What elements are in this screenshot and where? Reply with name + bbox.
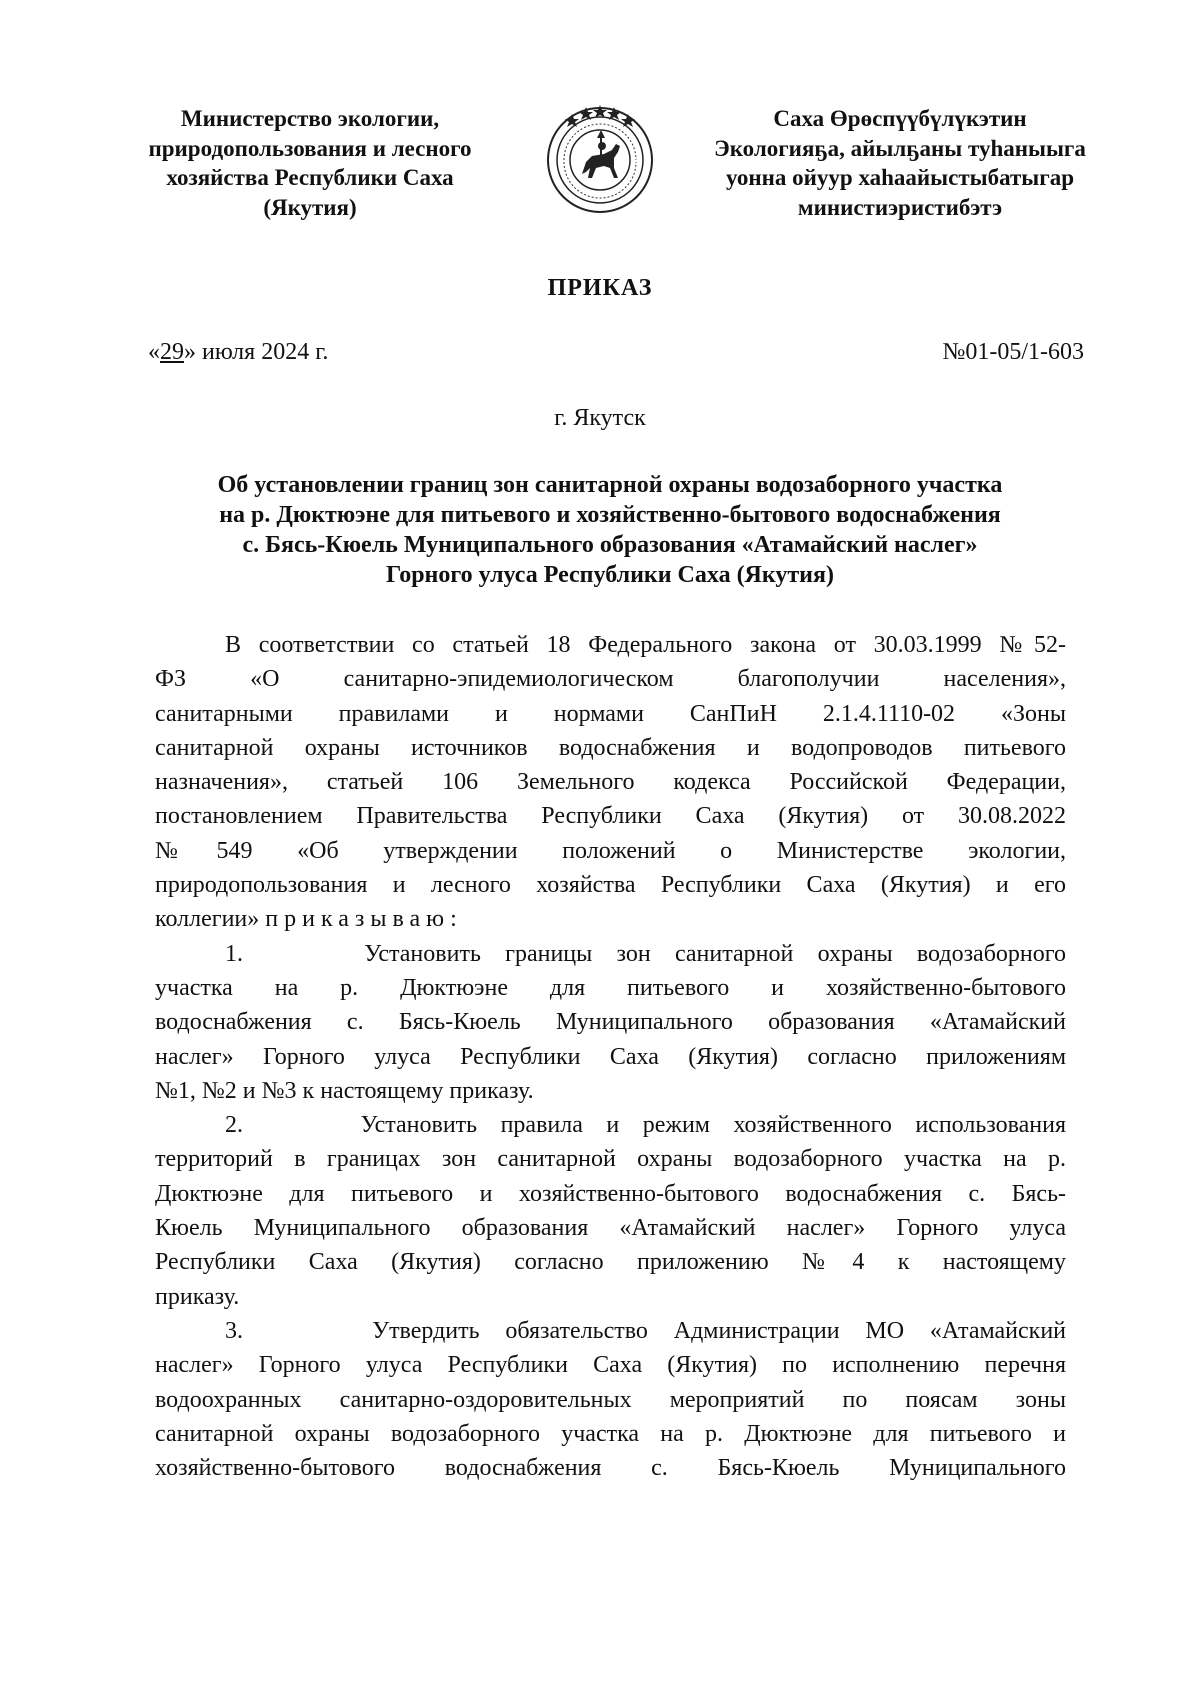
title-line: Горного улуса Республики Саха (Якутия) [386, 562, 834, 588]
preamble-line: назначения», статьей 106 Земельного кодекса Российской Федерации, [155, 769, 1066, 796]
item-number: 2. [225, 1112, 243, 1139]
document-title [140, 470, 1080, 590]
item-text: Установить правила и режим хозяйственного использования [360, 1112, 1067, 1139]
list-item-line: санитарной охраны водозаборного участка на р. Дюктюэне для питьевого и [155, 1420, 1066, 1447]
ministry-name-line: Саха Өрөспүүбүлүкэтин [773, 106, 1027, 131]
preamble-line: №549 «Об утверждении положений о Министерстве экологии, [155, 837, 1066, 864]
list-item-line: приказу. [155, 1283, 240, 1310]
order-word: приказываю: [265, 906, 463, 933]
preamble-line: санитарными правилами и нормами СанПиН 2.1.4.1110-02 «Зоны [155, 700, 1066, 727]
ministry-name-line: хозяйства Республики Саха [166, 165, 454, 190]
list-item-line: наслег» Горного улуса Республики Саха (Якутия) согласно приложениям [155, 1043, 1066, 1070]
item-text: Утвердить обязательство Администрации МО «Атамайский [372, 1317, 1067, 1344]
ministry-name-line: Экологияҕа, айылҕаны туһаныыга [714, 135, 1086, 161]
list-item-line: наслег» Горного улуса Республики Саха (Якутия) по исполнению перечня [155, 1352, 1066, 1379]
document-date [148, 339, 328, 366]
ministry-name-line: природопользования и лесного [148, 135, 472, 161]
list-item-first-line [155, 1108, 1066, 1142]
list-item-line: водоснабжения с. Бясь-Кюель Муниципального образования «Атамайский [155, 1009, 1066, 1036]
list-item-first-line [155, 937, 1066, 971]
ministry-name-line: министиэристибэтэ [797, 194, 1003, 220]
ministry-name-sakha [690, 104, 1110, 222]
date-day: 29 [160, 339, 184, 365]
preamble-line: В соответствии со статьей 18 Федерального закона от 30.03.1999 №52- [225, 632, 1066, 658]
document-city: г. Якутск [554, 405, 646, 431]
preamble-line: ФЗ «О санитарно-эпидемиологическом благополучии населения», [155, 666, 1066, 693]
list-item-first-line [155, 1314, 1066, 1348]
date-open: « [148, 339, 160, 365]
ministry-name-line: (Якутия) [263, 194, 357, 220]
date-rest: » июля 2024 г. [184, 339, 329, 365]
preamble-last: коллегии» [155, 906, 260, 933]
preamble-line: природопользования и лесного хозяйства Республики Саха (Якутия) и его [155, 872, 1066, 899]
list-item-line: участка на р. Дюктюэне для питьевого и хозяйственно-бытового [155, 974, 1066, 1001]
list-item-line: территорий в границах зон санитарной охраны водозаборного участка на р. [155, 1146, 1066, 1173]
item-number: 1. [225, 940, 243, 967]
title-line: Об установлении границ зон санитарной охраны водозаборного участка [217, 472, 1003, 498]
list-item-line: Дюктюэне для питьевого и хозяйственно-бытового водоснабжения с. Бясь- [155, 1180, 1066, 1207]
item-text: Установить границы зон санитарной охраны водозаборного [364, 940, 1066, 967]
item-number: 3. [225, 1317, 243, 1344]
title-line: на р. Дюктюэне для питьевого и хозяйственно-бытового водоснабжения [219, 502, 1001, 528]
ministry-name-line: Министерство экологии, [180, 106, 440, 131]
list-item-line: хозяйственно-бытового водоснабжения с. Бясь-Кюель Муниципального [155, 1455, 1066, 1482]
list-item-line: Кюель Муниципального образования «Атамайский наслег» Горного улуса [155, 1215, 1066, 1242]
document-type: ПРИКАЗ [547, 275, 653, 301]
list-item-line: водоохранных санитарно-оздоровительных мероприятий по поясам зоны [155, 1386, 1066, 1413]
list-item-line: №1, №2 и №3 к настоящему приказу. [155, 1077, 534, 1104]
document-body [155, 628, 1066, 1485]
preamble-line: постановлением Правительства Республики Саха (Якутия) от 30.08.2022 [155, 803, 1066, 830]
sakha-coat-of-arms-icon [542, 100, 658, 216]
ministry-name-russian [110, 104, 510, 222]
title-line: с. Бясь-Кюель Муниципального образования «Атамайский наслег» [242, 532, 978, 558]
list-item-line: Республики Саха (Якутия) согласно приложению №4 к настоящему [155, 1249, 1066, 1276]
document-number: №01-05/1-603 [942, 339, 1084, 365]
preamble-line [155, 902, 1066, 936]
preamble-line: санитарной охраны источников водоснабжения и водопроводов питьевого [155, 734, 1066, 761]
ministry-name-line: уонна ойуур хаһаайыстыбатыгар [725, 165, 1075, 190]
